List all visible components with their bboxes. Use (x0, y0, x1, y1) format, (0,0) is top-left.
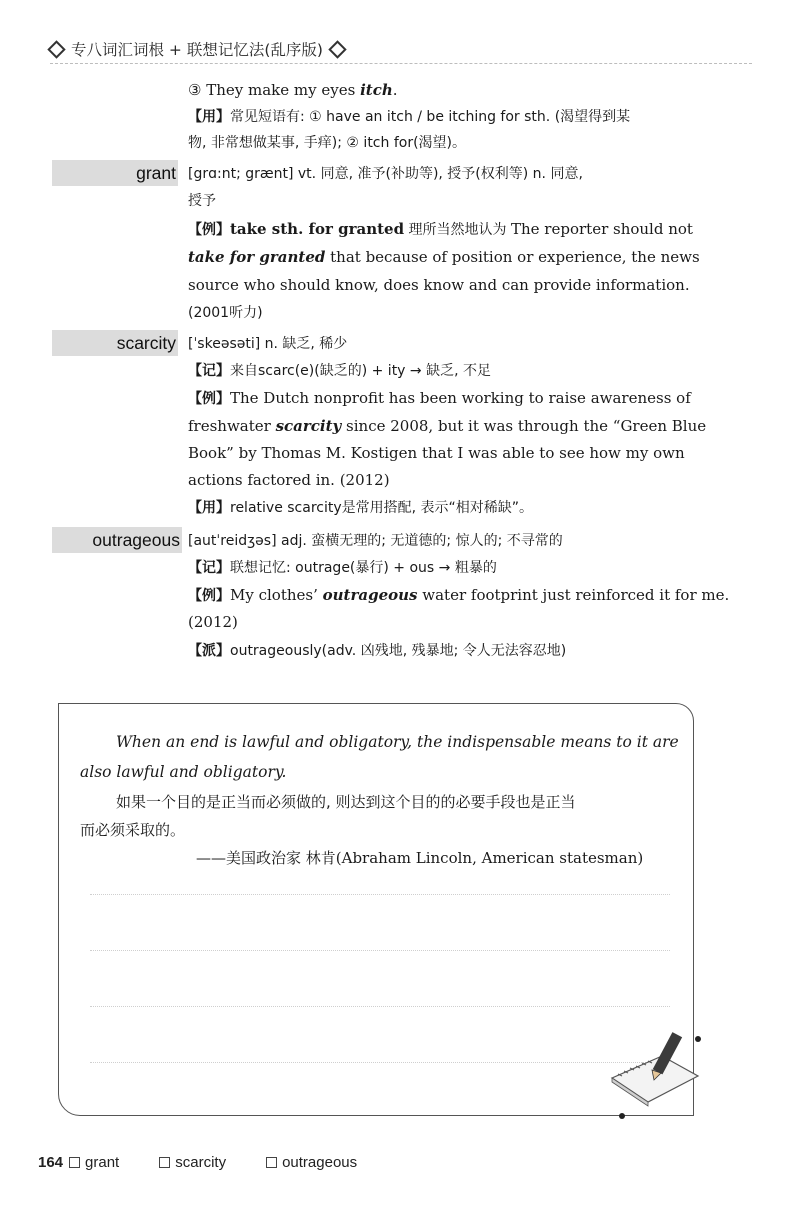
headword-scarcity: scarcity (52, 330, 178, 356)
scarcity-example-line-2: freshwater scarcity since 2008, but it was through the “Green Blue (188, 417, 707, 435)
headword-outrageous: outrageous (52, 527, 182, 553)
footer-word: scarcity (159, 1154, 226, 1171)
outrageous-example-line-2: (2012) (188, 613, 238, 631)
grant-example-source: (2001听力) (188, 305, 263, 321)
note-line (90, 950, 670, 951)
outrageous-memo: 【记】联想记忆: outrage(暴行) + ous → 粗暴的 (188, 560, 497, 576)
grant-example-line-1: 【例】take sth. for granted 理所当然地认为 The reporter should not (188, 220, 693, 238)
page-number: 164 (38, 1154, 64, 1171)
scarcity-example-line-4: actions factored in. (2012) (188, 471, 390, 489)
quote-chinese-line-1: 如果一个目的是正当而必须做的, 则达到这个目的的必要手段也是正当 (116, 793, 576, 811)
quote-english-line-1: When an end is lawful and obligatory, the indispensable means to it are (116, 733, 679, 751)
quote-english-line-2: also lawful and obligatory. (80, 763, 287, 781)
outrageous-definition: [autˈreidʒəs] adj. 蛮横无理的; 无道德的; 惊人的; 不寻常的 (188, 533, 563, 549)
page-footer (38, 1154, 397, 1171)
headword-grant: grant (52, 160, 178, 186)
scarcity-example-line-1: 【例】The Dutch nonprofit has been working to raise awareness of (188, 389, 691, 407)
checkbox-icon (266, 1157, 277, 1168)
grant-definition-line-1: [grɑ:nt; grænt] vt. 同意, 准予(补助等), 授予(权利等) n. 同意, (188, 166, 583, 182)
running-header (50, 36, 344, 62)
checkbox-icon (69, 1157, 80, 1168)
itch-example-3: ③ They make my eyes itch. (188, 81, 398, 99)
checkbox-icon (159, 1157, 170, 1168)
scarcity-definition: [ˈskeəsəti] n. 缺乏, 稀少 (188, 336, 348, 352)
quote-attribution: ——美国政治家 林肯(Abraham Lincoln, American statesman) (196, 849, 644, 867)
itch-usage-line-2: 物, 非常想做某事, 手痒); ② itch for(渴望)。 (188, 135, 467, 151)
scarcity-example-line-3: Book” by Thomas M. Kostigen that I was able to see how my own (188, 444, 685, 462)
grant-example-line-3: source who should know, does know and can provide information. (188, 276, 690, 294)
header-title: 专八词汇词根 + 联想记忆法(乱序版) (71, 41, 323, 59)
scarcity-usage: 【用】relative scarcity是常用搭配, 表示“相对稀缺”。 (188, 500, 534, 516)
notepad-pencil-icon (604, 1030, 704, 1108)
diamond-icon (47, 40, 65, 58)
note-line (90, 1006, 670, 1007)
diamond-icon (328, 40, 346, 58)
header-divider (50, 63, 752, 64)
note-line (90, 1062, 670, 1063)
scarcity-memo: 【记】来自scarc(e)(缺乏的) + ity → 缺乏, 不足 (188, 363, 492, 379)
grant-example-line-2: take for granted that because of position or experience, the news (188, 248, 700, 266)
footer-word: grant (69, 1154, 119, 1171)
outrageous-example-line-1: 【例】My clothes’ outrageous water footprint just reinforced it for me. (188, 586, 730, 604)
note-line (90, 894, 670, 895)
decorative-dot (619, 1113, 625, 1119)
quote-chinese-line-2: 而必须采取的。 (80, 821, 186, 839)
outrageous-derived: 【派】outrageously(adv. 凶残地, 残暴地; 令人无法容忍地) (188, 643, 567, 659)
footer-word: outrageous (266, 1154, 357, 1171)
itch-usage-line-1: 【用】常见短语有: ① have an itch / be itching for sth. (渴望得到某 (188, 109, 631, 125)
grant-definition-line-2: 授予 (188, 193, 216, 209)
